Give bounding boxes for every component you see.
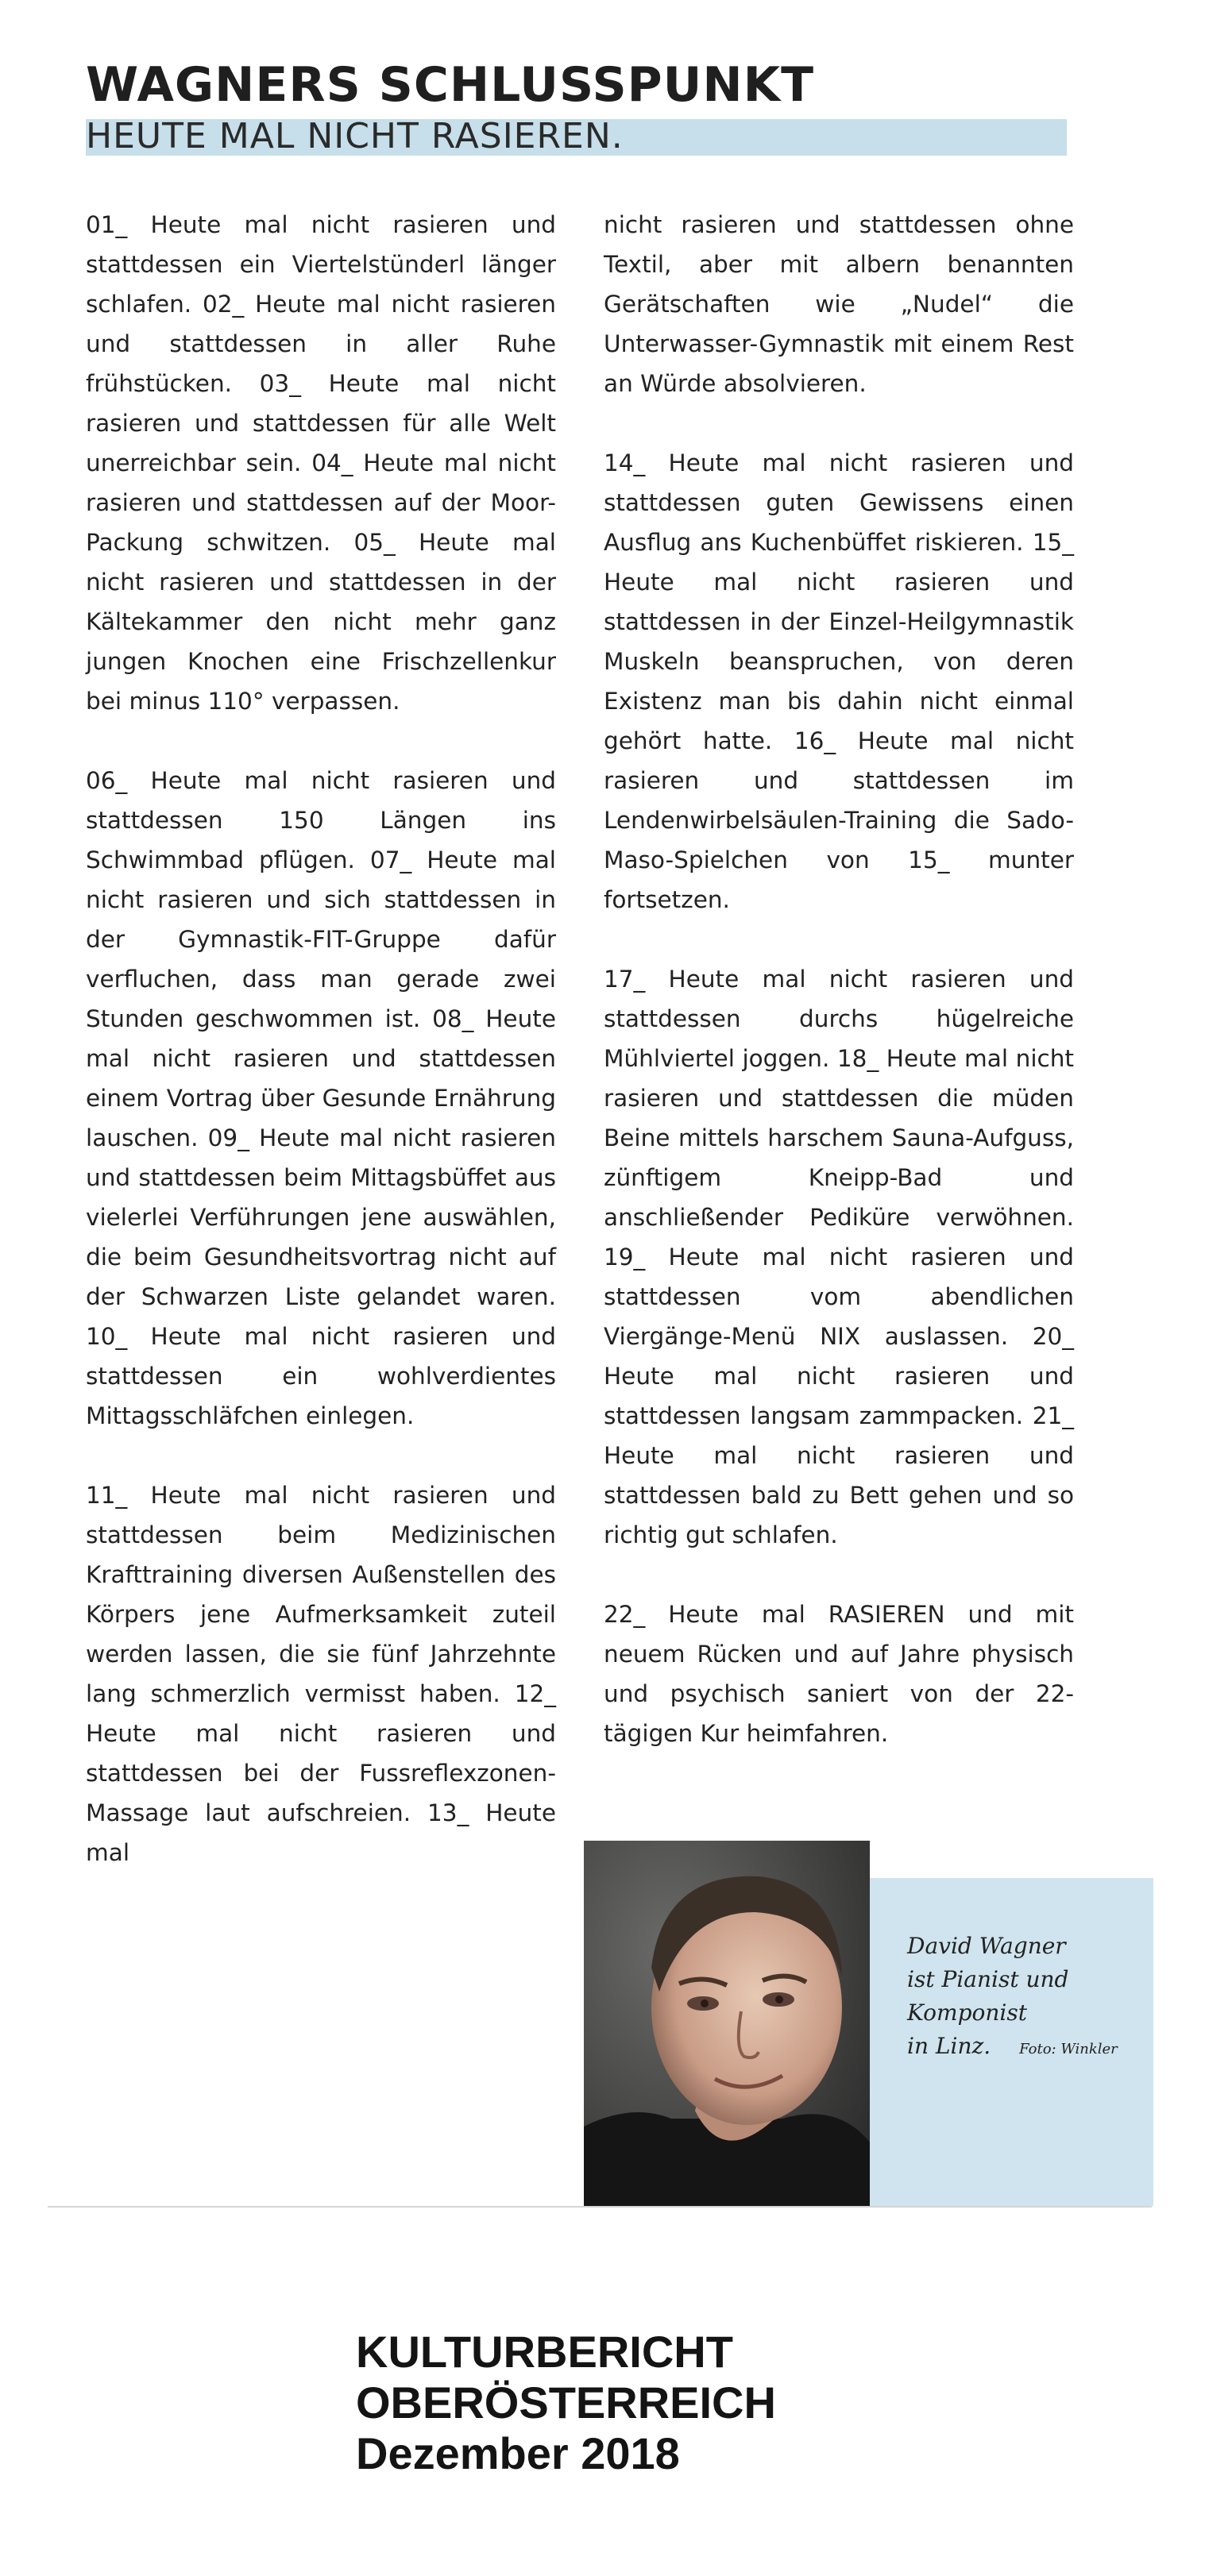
- article-paragraph: 22_ Heute mal RASIEREN und mit neuem Rücken und auf Jahre physisch und psychisch saniert von der 22-tägigen Kur heimfahren.: [604, 1601, 1074, 1747]
- photo-credit: Foto: Winkler: [1019, 2041, 1118, 2057]
- article-paragraph: 01_ Heute mal nicht rasieren und stattdessen ein Viertelstünderl länger schlafen. 02_ Heute mal nicht rasieren und stattdessen in aller Ruhe frühstücken. 03_ Heute mal nicht rasieren und stattdessen für alle Welt unerreichbar sein. 04_ Heute mal nicht rasieren und stattdessen auf der Moor-Packung schwitzen. 05_ Heute mal nicht rasieren und stattdessen in der Kältekammer den nicht mehr ganz jungen Knochen eine Frischzellenkur bei minus 110° verpassen.: [86, 211, 556, 715]
- caption-line-last: [907, 2030, 1145, 2066]
- caption-line: ist Pianist und: [907, 1966, 1069, 1992]
- article-paragraph: 14_ Heute mal nicht rasieren und stattdessen guten Gewissens einen Ausflug ans Kuchenbüffet riskieren. 15_ Heute mal nicht rasieren und stattdessen in der Einzel-Heilgymnastik Muskeln beanspruchen, von deren Existenz man bis dahin nicht einmal gehört hatte. 16_ Heute mal nicht rasieren und stattdessen im Lendenwirbelsäulen-Training die Sado-Maso-Spielchen von 15_ munter fortsetzen.: [604, 449, 1074, 913]
- publication-info: [356, 2327, 776, 2479]
- article-paragraph: nicht rasieren und stattdessen ohne Textil, aber mit albern benannten Gerätschaften wie „Nudel“ die Unterwasser-Gymnastik mit einem Rest an Würde absolvieren.: [604, 211, 1074, 397]
- article-paragraph: 17_ Heute mal nicht rasieren und stattdessen durchs hügelreiche Mühlviertel joggen. 18_ Heute mal nicht rasieren und stattdessen die müden Beine mittels harschem Sauna-Aufguss, zünftigem Kneipp-Bad und anschließender Pediküre verwöhnen. 19_ Heute mal nicht rasieren und stattdessen vom abendlichen Viergänge-Menü NIX auslassen. 20_ Heute mal nicht rasieren und stattdessen langsam zammpacken. 21_ Heute mal nicht rasieren und stattdessen bald zu Bett gehen und so richtig gut schlafen.: [604, 966, 1074, 1548]
- publication-name-line1: KULTURBERICHT: [356, 2327, 733, 2377]
- page-divider: [48, 2206, 1152, 2208]
- article-column-left: [86, 205, 556, 1912]
- caption-line: Komponist: [907, 1999, 1027, 2026]
- publication-name-line2: OBERÖSTERREICH: [356, 2377, 776, 2428]
- author-caption: [907, 1930, 1145, 2066]
- author-photo: [584, 1841, 870, 2206]
- article-paragraph: 11_ Heute mal nicht rasieren und stattdessen beim Medizinischen Krafttraining diversen Außenstellen des Körpers jene Aufmerksamkeit zuteil werden lassen, die sie fünf Jahrzehnte lang schmerzlich vermisst haben. 12_ Heute mal nicht rasieren und stattdessen bei der Fussreflexzonen-Massage laut aufschreien. 13_ Heute mal: [86, 1482, 556, 1866]
- article-column-right: [604, 205, 1074, 1793]
- publication-date: Dezember 2018: [356, 2428, 680, 2478]
- article-paragraph: 06_ Heute mal nicht rasieren und stattdessen 150 Längen ins Schwimmbad pflügen. 07_ Heute mal nicht rasieren und sich stattdessen in der Gymnastik-FIT-Gruppe dafür verfluchen, dass man gerade zwei Stunden geschwommen ist. 08_ Heute mal nicht rasieren und stattdessen einem Vortrag über Gesunde Ernährung lauschen. 09_ Heute mal nicht rasieren und stattdessen beim Mittagsbüffet aus vielerlei Verführungen jene auswählen, die beim Gesundheitsvortrag nicht auf der Schwarzen Liste gelandet waren. 10_ Heute mal nicht rasieren und stattdessen ein wohlverdientes Mittagsschläfchen einlegen.: [86, 767, 556, 1429]
- caption-line: David Wagner: [907, 1933, 1066, 1959]
- page-title: WAGNERS SCHLUSSPUNKT: [86, 57, 815, 113]
- page-subtitle: HEUTE MAL NICHT RASIEREN.: [86, 116, 624, 156]
- caption-line: in Linz.: [907, 2033, 991, 2059]
- author-portrait-image: [584, 1841, 870, 2206]
